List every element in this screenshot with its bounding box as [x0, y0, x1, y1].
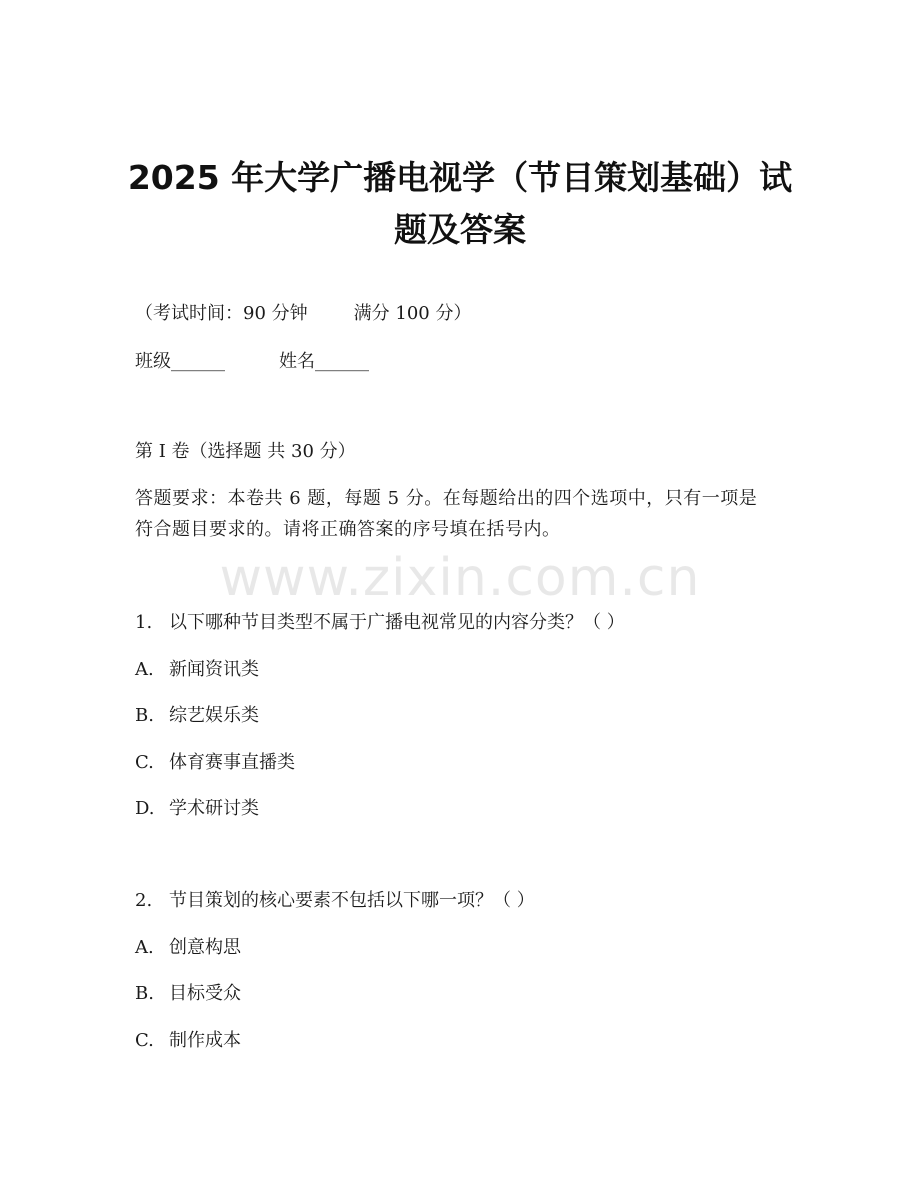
option-letter: B.: [135, 705, 154, 726]
exam-title: [100, 152, 820, 256]
question-text: 节目策划的核心要素不包括以下哪一项？（ ）: [169, 890, 535, 911]
full-score: 满分 100 分）: [353, 303, 472, 324]
question-number: 2.: [135, 890, 153, 911]
option-letter: D.: [135, 798, 155, 819]
question-2-option-b: [135, 982, 241, 1006]
question-1-option-a: [135, 658, 259, 682]
question-1: [135, 611, 625, 635]
option-text: 目标受众: [169, 983, 241, 1004]
class-field: 班级______: [135, 351, 225, 372]
question-1-option-c: [135, 751, 295, 775]
question-2-option-c: [135, 1029, 241, 1053]
exam-info: [135, 302, 471, 326]
option-letter: C.: [135, 1030, 154, 1051]
option-text: 学术研讨类: [169, 798, 259, 819]
name-field: 姓名______: [279, 351, 369, 372]
exam-title-line-2: 题及答案: [394, 210, 526, 249]
option-letter: B.: [135, 983, 154, 1004]
option-letter: A.: [135, 659, 154, 680]
option-letter: A.: [135, 937, 154, 958]
section-title: 第 I 卷（选择题 共 30 分）: [135, 441, 356, 462]
option-text: 创意构思: [169, 937, 241, 958]
question-2: [135, 889, 535, 913]
option-text: 综艺娱乐类: [169, 705, 259, 726]
question-2-option-a: [135, 936, 241, 960]
question-text: 以下哪种节目类型不属于广播电视常见的内容分类？（ ）: [169, 612, 625, 633]
exam-time: （考试时间：90 分钟: [135, 303, 308, 324]
option-letter: C.: [135, 752, 154, 773]
question-1-option-d: [135, 797, 259, 821]
instructions: 答题要求：本卷共 6 题，每题 5 分。在每题给出的四个选项中，只有一项是符合题目要求的。请将正确答案的序号填在括号内。: [135, 488, 758, 540]
question-1-option-b: [135, 704, 259, 728]
watermark: www.zixin.com.cn: [219, 548, 701, 608]
option-text: 制作成本: [169, 1030, 241, 1051]
option-text: 体育赛事直播类: [169, 752, 295, 773]
student-info: [135, 350, 369, 374]
question-number: 1.: [135, 612, 153, 633]
exam-title-line-1: 2025 年大学广播电视学（节目策划基础）试: [127, 158, 793, 197]
option-text: 新闻资讯类: [169, 659, 259, 680]
